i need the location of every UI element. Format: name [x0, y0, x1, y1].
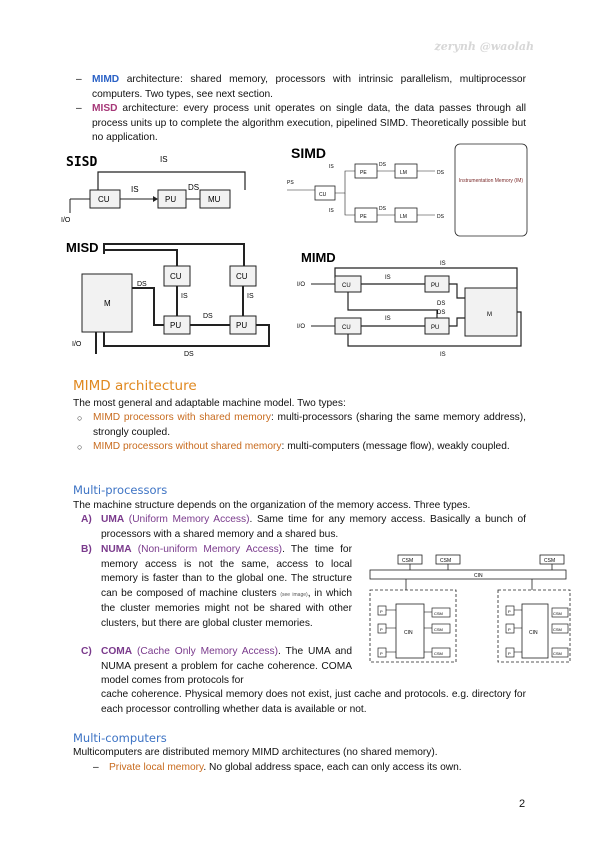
- mimd-intro: The most general and adaptable machine model. Two types:: [73, 398, 346, 409]
- simd-ds4: DS: [437, 214, 444, 220]
- bullet-text: architecture: shared memory, processors with intrinsic parallelism, multiprocessor computers. Two types, see next section.: [92, 74, 526, 100]
- numa-see-image: (see image): [280, 591, 308, 598]
- coma-text-continued: cache coherence. Physical memory does not exist, just cache and protocols. e.g. directory for each processor controlling whether data is available or not.: [101, 689, 526, 715]
- bullet-circle: ○: [77, 413, 83, 423]
- numa-cin-2: CIN: [529, 630, 538, 636]
- term-numa: NUMA: [101, 544, 132, 555]
- sisd-io: I/O: [61, 217, 71, 224]
- simd-is1: IS: [329, 164, 334, 170]
- term-no-shared-memory: MIMD processors without shared memory: [93, 441, 282, 452]
- mimd-item-no-shared: [77, 440, 526, 455]
- item-text: : multi-computers (message flow), weakly coupled.: [281, 441, 510, 452]
- term-mimd: MIMD: [92, 74, 120, 85]
- term-coma: COMA: [101, 646, 133, 657]
- numa-p-3: P: [380, 651, 383, 656]
- bullet-text: architecture: every process unit operates on single data, the data passes through all process units up to complete the algorithm execution, pipelined SIMD. Theoretically possible but no application.: [92, 103, 526, 143]
- numa-csm-2a: CSM: [553, 611, 562, 616]
- numa-csm-2c: CSM: [553, 651, 562, 656]
- simd-pe1: PE: [360, 170, 367, 176]
- numa-text1: . The time for memory access is not the same, access to local memory is faster than to the global one. The structure can be composed of machine clusters: [101, 544, 352, 599]
- bullet-dash: –: [93, 762, 99, 773]
- multiprocessors-heading: Multi-processors: [73, 483, 168, 497]
- sisd-pu: PU: [165, 195, 177, 204]
- numa-p-5: P: [508, 627, 511, 632]
- mimd-heading: MIMD architecture: [73, 378, 197, 394]
- numa-p-4: P: [508, 609, 511, 614]
- mimd-ds1: DS: [437, 301, 446, 307]
- bullet-dash: –: [76, 74, 82, 85]
- numa-csm-1c: CSM: [434, 651, 443, 656]
- numa-csm-top-1: CSM: [402, 558, 414, 564]
- mimd-is-mid2: IS: [385, 316, 391, 322]
- numa-csm-top-3: CSM: [544, 558, 556, 564]
- simd-im-label: Instrumentation Memory (IM): [458, 178, 524, 184]
- uma-text: . Same time for any memory access. Basically a bunch of processors with a shared memory and a shared bus.: [101, 514, 526, 540]
- mimd-pu1: PU: [431, 283, 440, 289]
- misd-m: M: [104, 299, 111, 308]
- mimd-is-bottom: IS: [440, 352, 446, 358]
- numa-csm-2b: CSM: [553, 627, 562, 632]
- multicomputers-intro: Multicomputers are distributed memory MIMD architectures (no shared memory).: [73, 747, 438, 758]
- simd-lm2: LM: [400, 214, 407, 220]
- simd-title: SIMD: [291, 145, 326, 161]
- mimd-item-shared: [77, 411, 526, 440]
- bullet-mimd: [76, 73, 526, 102]
- term-uma: UMA: [101, 514, 125, 525]
- uma-paren: (Uniform Memory Access): [124, 514, 250, 525]
- mimd-io1: I/O: [297, 282, 306, 288]
- bullet-dash: –: [76, 103, 82, 114]
- mimd-pu2: PU: [431, 325, 440, 331]
- term-private-local-memory: Private local memory: [109, 762, 204, 773]
- coma-text1: . The UMA and NUMA present a problem for cache coherence. COMA model comes from protocols for: [101, 646, 352, 686]
- misd-io: I/O: [72, 341, 82, 348]
- numa-text2: , in which the cluster memories might not be shared with other clusters, but there are global cluster memories.: [101, 587, 352, 629]
- mimd-m: M: [487, 312, 492, 318]
- misd-is2: IS: [247, 293, 254, 300]
- numa-p-6: P: [508, 651, 511, 656]
- misd-cu1: CU: [170, 272, 182, 281]
- term-misd: MISD: [92, 103, 118, 114]
- simd-ds2: DS: [379, 206, 386, 212]
- uma-item: [81, 513, 526, 542]
- mimd-is-mid1: IS: [385, 275, 391, 281]
- letter-b: B): [81, 544, 92, 555]
- misd-cu2: CU: [236, 272, 248, 281]
- simd-cu: CU: [319, 192, 327, 198]
- sisd-diagram: [60, 150, 280, 230]
- watermark: zerynh @waolah: [434, 40, 534, 53]
- simd-ps: PS: [287, 180, 294, 186]
- simd-is2: IS: [329, 208, 334, 214]
- coma-item: [81, 645, 352, 689]
- simd-ds3: DS: [437, 170, 444, 176]
- numa-item: [81, 543, 352, 631]
- mimd-diagram: [295, 248, 525, 360]
- page-number: 2: [519, 798, 526, 810]
- misd-pu2: PU: [236, 321, 248, 330]
- misd-pu1: PU: [170, 321, 182, 330]
- numa-csm-top-2: CSM: [440, 558, 452, 564]
- numa-diagram: [366, 552, 572, 664]
- letter-a: A): [81, 514, 92, 525]
- multicomputers-item: [93, 761, 529, 776]
- misd-title: MISD: [66, 240, 99, 255]
- simd-lm1: LM: [400, 170, 407, 176]
- multicomputers-heading: Multi-computers: [73, 731, 167, 745]
- term-shared-memory: MIMD processors with shared memory: [93, 412, 271, 423]
- misd-is1: IS: [181, 293, 188, 300]
- numa-p-2: P: [380, 627, 383, 632]
- sisd-is-top: IS: [160, 155, 168, 164]
- coma-paren: (Cache Only Memory Access): [132, 646, 278, 657]
- sisd-cu: CU: [98, 195, 110, 204]
- item-text: : multi-processors (sharing the same memory address), strongly coupled.: [93, 412, 526, 438]
- bullet-circle: ○: [77, 442, 83, 452]
- numa-csm-1a: CSM: [434, 611, 443, 616]
- sisd-mu: MU: [208, 195, 221, 204]
- numa-csm-1b: CSM: [434, 627, 443, 632]
- mimd-ds2: DS: [437, 310, 446, 316]
- misd-ds-mid: DS: [203, 313, 213, 320]
- mimd-cu2: CU: [342, 325, 351, 331]
- misd-diagram: [64, 238, 276, 360]
- letter-c: C): [81, 646, 92, 657]
- mimd-title: MIMD: [301, 250, 336, 265]
- numa-cin-global: CIN: [474, 573, 483, 579]
- simd-ds1: DS: [379, 162, 386, 168]
- simd-pe2: PE: [360, 214, 367, 220]
- sisd-title: SISD: [66, 155, 98, 170]
- sisd-ds: DS: [188, 183, 200, 192]
- mimd-cu1: CU: [342, 283, 351, 289]
- mimd-is-top: IS: [440, 261, 446, 267]
- simd-diagram: [285, 138, 540, 238]
- numa-cin-1: CIN: [404, 630, 413, 636]
- numa-p-1: P: [380, 609, 383, 614]
- multiprocessors-intro: The machine structure depends on the organization of the memory access. Three types.: [73, 500, 471, 511]
- misd-ds-left: DS: [137, 281, 147, 288]
- misd-ds-bottom: DS: [184, 351, 194, 358]
- sisd-is-mid: IS: [131, 185, 139, 194]
- item-text: . No global address space, each can only access its own.: [203, 762, 462, 773]
- mimd-io2: I/O: [297, 324, 306, 330]
- numa-paren: (Non-uniform Memory Access): [131, 544, 283, 555]
